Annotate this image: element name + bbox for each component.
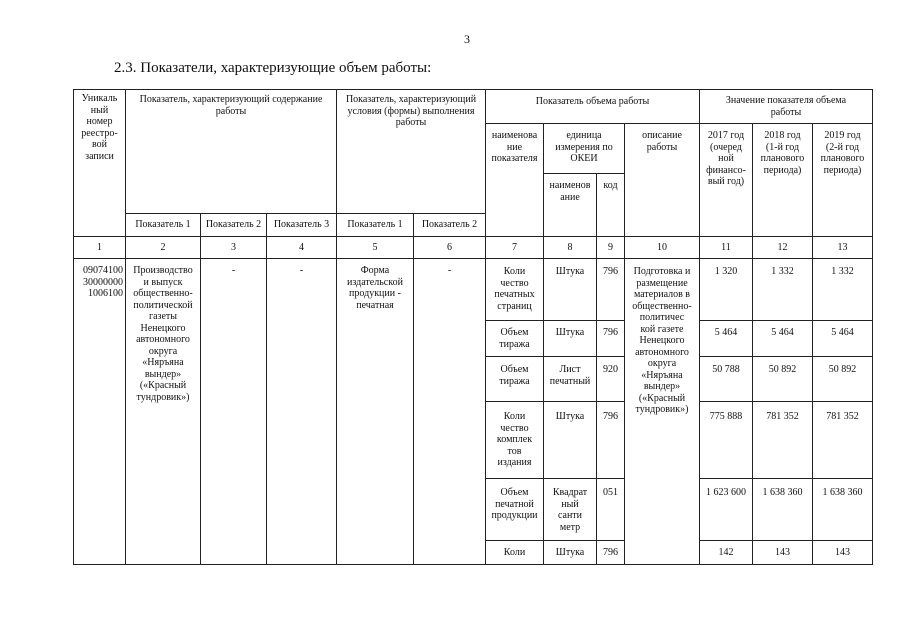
row-unit-code: 796: [603, 411, 618, 422]
row-value-2017: 1 320: [714, 266, 738, 277]
row-unit-code: 796: [603, 547, 618, 558]
row-value-2018: 1 332: [771, 266, 794, 277]
column-number: 11: [721, 242, 731, 253]
header-indicator-name: наименова ние показателя: [491, 130, 538, 164]
record-conditions-2: -: [447, 265, 452, 276]
header-unit: единица измерения по ОКЕИ: [555, 130, 613, 164]
page-number: 3: [464, 32, 470, 46]
row-value-2019: 781 352: [826, 411, 859, 422]
row-value-2018: 781 352: [766, 411, 799, 422]
row-value-2017: 1 623 600: [706, 487, 746, 498]
header-description: описание работы: [642, 130, 682, 153]
column-number: 13: [837, 242, 848, 253]
header-content-2: Показатель 2: [205, 219, 262, 230]
row-value-2019: 1 332: [831, 266, 854, 277]
record-content-3: -: [299, 265, 304, 276]
row-value-2019: 143: [835, 547, 850, 558]
record-unique-number: 09074100 30000000 1006100: [83, 265, 123, 299]
section-title: 2.3. Показатели, характеризующие объем работы:: [114, 60, 432, 76]
row-value-2019: 50 892: [828, 364, 857, 375]
row-unit-name: Штука: [555, 411, 585, 422]
row-value-2017: 5 464: [714, 327, 738, 338]
column-number: 12: [777, 242, 788, 253]
row-indicator-name: Коли: [503, 547, 526, 558]
column-number: 5: [372, 242, 378, 253]
row-unit-name: Лист печатный: [549, 364, 591, 387]
header-conditions-1: Показатель 1: [347, 219, 403, 230]
row-indicator-name: Объем печатной продукции: [491, 487, 538, 521]
row-unit-name: Квадрат ный санти метр: [552, 487, 588, 533]
header-unique-record: Уникаль ный номер реестро- вой записи: [81, 93, 118, 162]
column-number: 7: [512, 242, 517, 253]
column-number: 4: [299, 242, 304, 253]
column-number: 10: [657, 242, 667, 253]
row-unit-name: Штука: [555, 327, 585, 338]
header-conditions-indicator: Показатель, характеризующий условия (формы) выполнения работы: [345, 94, 477, 128]
column-number: 2: [160, 242, 166, 253]
row-unit-code: 796: [603, 266, 618, 277]
row-unit-code: 920: [603, 364, 618, 375]
record-content-2: -: [231, 265, 236, 276]
header-content-3: Показатель 3: [273, 219, 330, 230]
row-value-2019: 1 638 360: [822, 487, 863, 498]
row-value-2018: 50 892: [768, 364, 797, 375]
header-conditions-2: Показатель 2: [421, 219, 478, 230]
row-unit-name: Штука: [555, 547, 585, 558]
column-number: 9: [608, 242, 613, 253]
header-unit-name: наименов ание: [549, 180, 591, 203]
record-conditions-1: Форма издательской продукции - печатная: [347, 265, 403, 311]
header-content-indicator: Показатель, характеризующий содержание работы: [139, 94, 323, 117]
header-year-2019: 2019 год (2-й год планового периода): [820, 130, 865, 176]
column-number: 3: [231, 242, 236, 253]
row-indicator-name: Коли чество комплек тов издания: [496, 411, 533, 468]
header-unit-code: код: [603, 180, 618, 191]
header-year-2018: 2018 год (1-й год планового периода): [760, 130, 805, 176]
row-value-2017: 142: [718, 547, 734, 558]
column-number: 8: [567, 242, 573, 253]
row-indicator-name: Коли чество печатных страниц: [494, 266, 535, 312]
row-indicator-name: Объем тиража: [499, 364, 530, 387]
header-value-indicator: Значение показателя объема работы: [725, 95, 847, 118]
row-value-2017: 775 888: [709, 411, 743, 422]
row-value-2018: 1 638 360: [762, 487, 803, 498]
header-content-1: Показатель 1: [135, 219, 191, 230]
row-unit-code: 051: [603, 487, 618, 498]
header-volume-indicator: Показатель объема работы: [535, 96, 650, 107]
column-number: 6: [447, 242, 452, 253]
column-number: 1: [97, 242, 102, 253]
row-indicator-name: Объем тиража: [499, 327, 530, 350]
header-year-2017: 2017 год (очеред ной финансо- вый год): [706, 130, 746, 187]
record-content-1: Производство и выпуск общественно- политической газеты Ненецкого автономного округа «Няръяна вындер» («Красный тундровик»): [133, 265, 193, 403]
row-unit-name: Штука: [555, 266, 585, 277]
row-unit-code: 796: [603, 327, 618, 338]
row-value-2018: 5 464: [771, 327, 794, 338]
row-value-2019: 5 464: [831, 327, 854, 338]
row-value-2018: 143: [775, 547, 790, 558]
row-value-2017: 50 788: [712, 364, 740, 375]
record-description: Подготовка и размещение материалов в общественно- политичес кой газете Ненецкого автономного округа «Няръяна вындер» («Красный тундровик»): [632, 266, 692, 415]
